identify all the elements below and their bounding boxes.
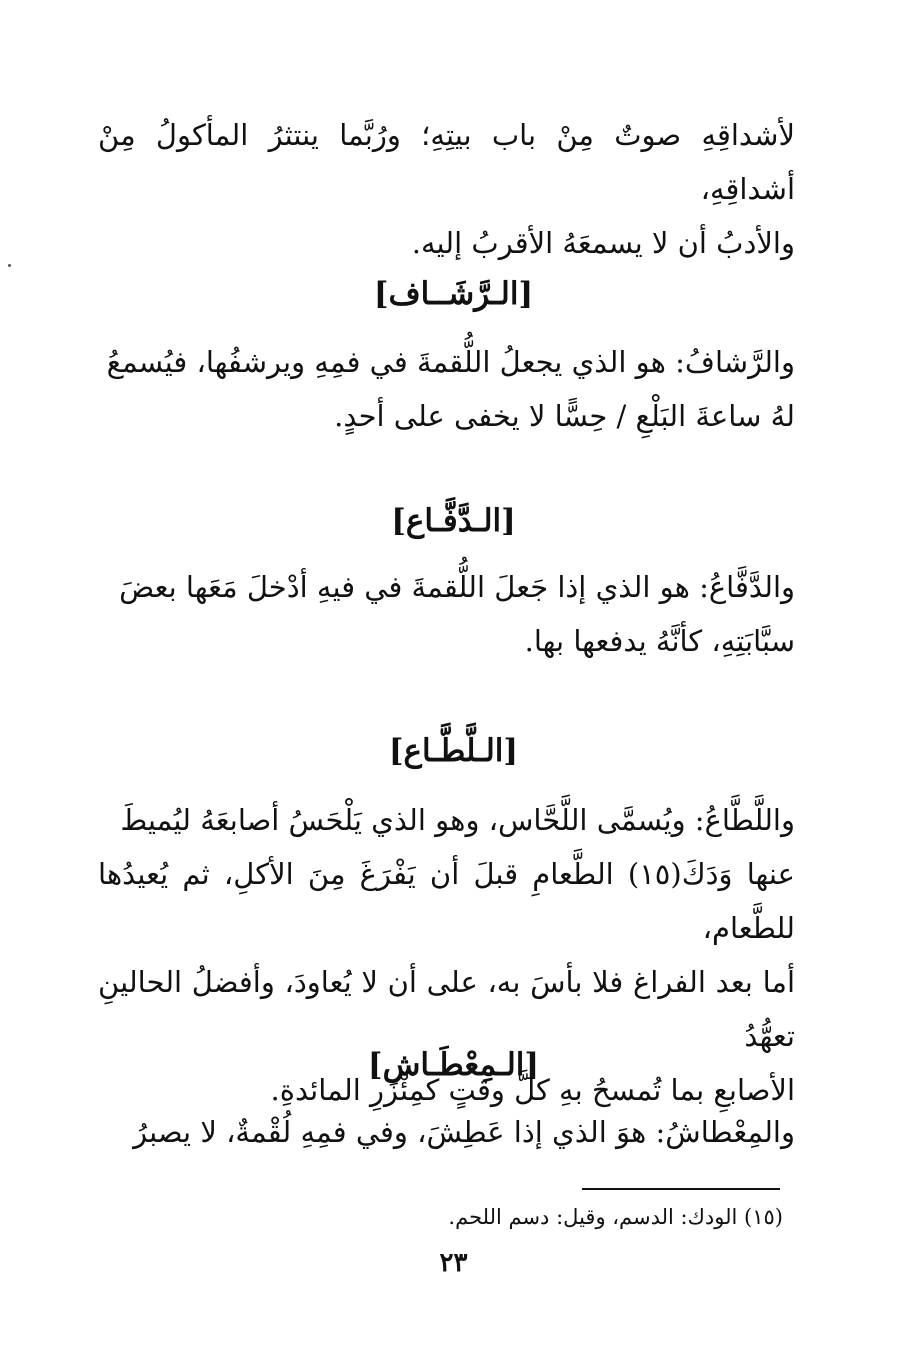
section-heading-rashaf: [الـرَّشَــاف] [373,276,534,312]
footnote: (١٥) الودك: الدسم، وقيل: دسم اللحم. [448,1205,783,1229]
text-line: لهُ ساعةَ البَلْعِ / حِسًّا لا يخفى على أحدٍ. [334,399,795,433]
page-number: ٢٣ [439,1248,468,1278]
section-heading-mitash: [الـمِعْطَـاش] [367,1047,540,1083]
footnote-divider [582,1188,780,1190]
text-line: والدَّفَّاعُ: هو الذي إذا جَعلَ اللُّقمةَ في فيهِ أدْخلَ مَعَها بعضَ [119,570,795,604]
text-line: والأدبُ أن لا يسمعَهُ الأقربُ إليه. [411,226,795,260]
text-line: الأصابعِ بما تُمسحُ بهِ كلَّ وقتٍ كمِئْزَرِ المائدةِ. [270,1073,795,1107]
text-line: سبَّابَتِهِ، كأنَّهُ يدفعها بها. [524,624,795,658]
text-line: والمِعْطاشُ: هوَ الذي إذا عَطِشَ، وفي فمِهِ لُقْمةٌ، لا يصبرُ [133,1115,795,1149]
paragraph-continuation [98,108,795,270]
paragraph-mitash [98,1105,795,1159]
section-heading-daffaa: [الـدَّفَّـاع] [391,503,516,539]
text-line: والرَّشافُ: هو الذي يجعلُ اللُّقمةَ في فمِهِ ويرشفُها، فيُسمعُ [106,345,795,379]
text-line: أما بعد الفراغ فلا بأسَ به، على أن لا يُعاودَ، وأفضلُ الحالينِ تعهُّدُ [98,965,795,1053]
paragraph-daffaa [98,560,795,668]
scan-speck [8,264,11,267]
text-line: لأشداقِهِ صوتٌ مِنْ باب بيتِهِ؛ ورُبَّما ينتثرُ المأكولُ مِنْ أشداقِهِ، [98,118,795,206]
text-line: واللَّطَّاعُ: ويُسمَّى اللَّحَّاس، وهو الذي يَلْحَسُ أصابعَهُ ليُميطَ [120,803,795,837]
text-line: عنها وَدَكَ(١٥) الطَّعامِ قبلَ أن يَفْرَغَ مِنَ الأكلِ، ثم يُعيدُها للطَّعام، [98,857,795,945]
section-heading-lattaa: [الـلَّطَّـاع] [388,733,519,769]
paragraph-rashaf [98,335,795,443]
